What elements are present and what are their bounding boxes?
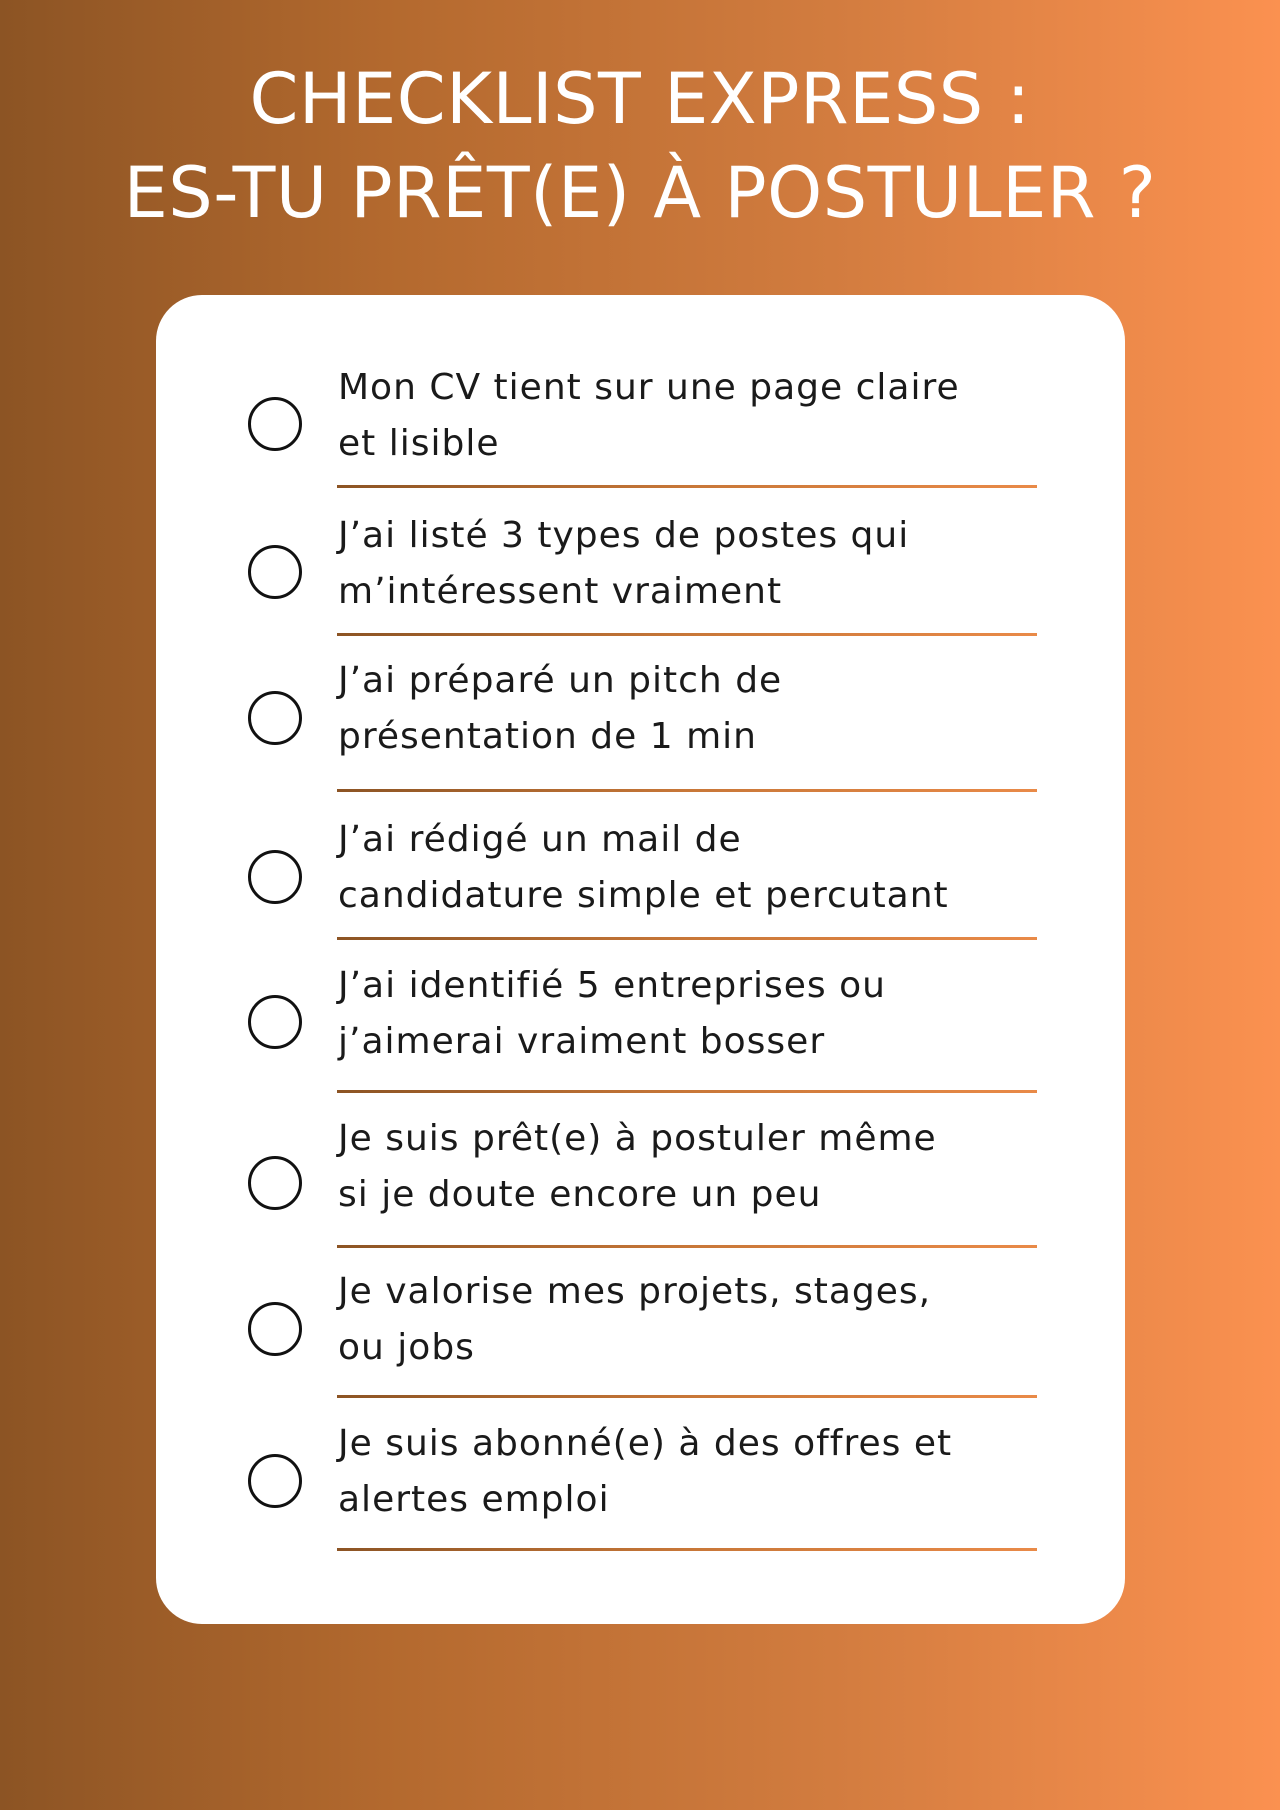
title-line-2: ES-TU PRÊT(E) À POSTULER ?	[123, 152, 1157, 234]
checklist-card	[156, 295, 1125, 1624]
checkbox-circle-icon[interactable]	[248, 1454, 302, 1508]
title-line-1: CHECKLIST EXPRESS :	[249, 58, 1031, 140]
checkbox-circle-icon[interactable]	[248, 545, 302, 599]
checklist-item-label: J’ai rédigé un mail de candidature simple et percutant	[338, 819, 949, 916]
divider	[337, 1548, 1037, 1551]
checklist-item-label: Je suis abonné(e) à des offres et alertes emploi	[338, 1423, 953, 1520]
checkbox-circle-icon[interactable]	[248, 691, 302, 745]
checklist-item-label: Je suis prêt(e) à postuler même si je doute encore un peu	[338, 1118, 937, 1215]
divider	[337, 633, 1037, 636]
divider	[337, 1090, 1037, 1093]
checklist-item-label: Mon CV tient sur une page claire et lisible	[338, 367, 960, 464]
checkbox-circle-icon[interactable]	[248, 850, 302, 904]
divider	[337, 1395, 1037, 1398]
divider	[337, 789, 1037, 792]
checklist-item-label: J’ai listé 3 types de postes qui m’intéressent vraiment	[338, 515, 910, 612]
checkbox-circle-icon[interactable]	[248, 1156, 302, 1210]
divider	[337, 937, 1037, 940]
checklist-item-label: J’ai identifié 5 entreprises ou j’aimerai vraiment bosser	[338, 965, 886, 1062]
checkbox-circle-icon[interactable]	[248, 995, 302, 1049]
checkbox-circle-icon[interactable]	[248, 397, 302, 451]
checkbox-circle-icon[interactable]	[248, 1302, 302, 1356]
checklist-item-label: Je valorise mes projets, stages, ou jobs	[338, 1271, 932, 1368]
checklist-item-label: J’ai préparé un pitch de présentation de 1 min	[338, 660, 783, 757]
divider	[337, 1245, 1037, 1248]
divider	[337, 485, 1037, 488]
page-title	[0, 52, 1280, 240]
